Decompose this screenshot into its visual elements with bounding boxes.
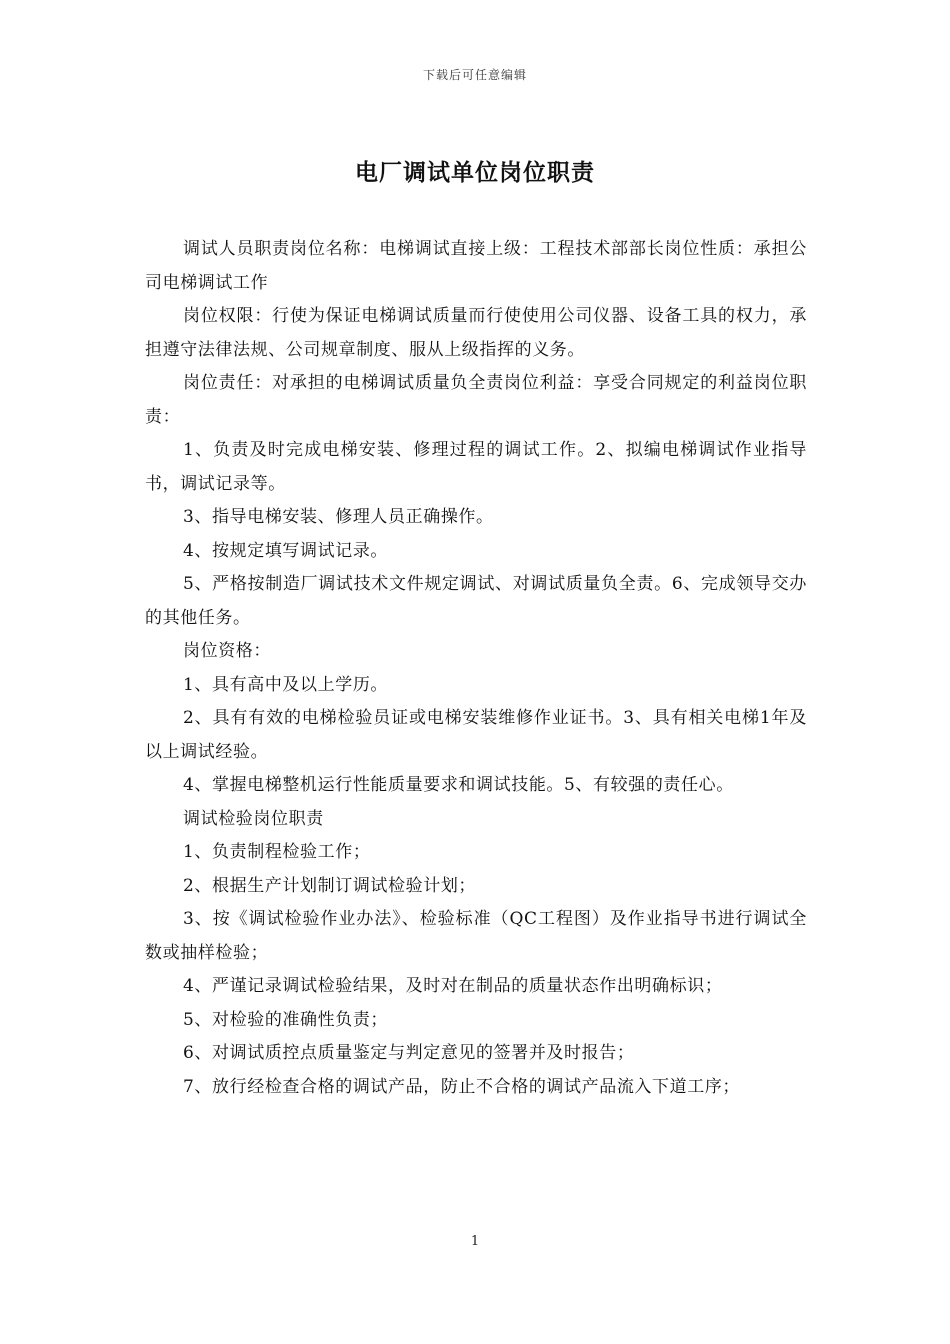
paragraph: 1、负责及时完成电梯安装、修理过程的调试工作。2、拟编电梯调试作业指导书，调试记录等。 — [145, 440, 807, 494]
paragraph: 岗位权限：行使为保证电梯调试质量而行使使用公司仪器、设备工具的权力，承担遵守法律法规、公司规章制度、服从上级指挥的义务。 — [145, 306, 807, 360]
document-title: 电厂调试单位岗位职责 — [355, 159, 595, 186]
paragraph: 1、负责制程检验工作； — [183, 842, 371, 862]
header-note: 下载后可任意编辑 — [422, 68, 527, 82]
paragraph: 4、掌握电梯整机运行性能质量要求和调试技能。5、有较强的责任心。 — [183, 775, 734, 795]
paragraph: 6、对调试质控点质量鉴定与判定意见的签署并及时报告； — [183, 1043, 635, 1063]
paragraph: 2、根据生产计划制订调试检验计划； — [183, 875, 477, 896]
paragraph: 2、具有有效的电梯检验员证或电梯安装维修作业证书。3、具有相关电梯1年及以上调试经验。 — [145, 708, 807, 762]
paragraph: 3、指导电梯安装、修理人员正确操作。 — [183, 507, 494, 527]
document-body — [145, 233, 807, 1104]
page-number: 1 — [470, 1234, 480, 1249]
paragraph: 5、对检验的准确性负责； — [183, 1009, 389, 1030]
section-heading: 调试检验岗位职责 — [183, 808, 324, 829]
paragraph: 岗位责任：对承担的电梯调试质量负全责岗位利益：享受合同规定的利益岗位职责： — [145, 373, 807, 427]
paragraph: 7、放行经检查合格的调试产品，防止不合格的调试产品流入下道工序； — [183, 1076, 741, 1097]
paragraph: 3、按《调试检验作业办法》、检验标准（QC工程图）及作业指导书进行调试全数或抽样检验； — [145, 909, 807, 963]
paragraph: 岗位资格： — [183, 641, 271, 661]
paragraph: 4、严谨记录调试检验结果，及时对在制品的质量状态作出明确标识； — [183, 976, 723, 996]
paragraph: 5、严格按制造厂调试技术文件规定调试、对调试质量负全责。6、完成领导交办的其他任务。 — [145, 574, 807, 628]
paragraph: 1、具有高中及以上学历。 — [183, 674, 389, 695]
paragraph: 调试人员职责岗位名称：电梯调试直接上级：工程技术部部长岗位性质：承担公司电梯调试工作 — [145, 239, 807, 293]
paragraph: 4、按规定填写调试记录。 — [183, 540, 389, 561]
